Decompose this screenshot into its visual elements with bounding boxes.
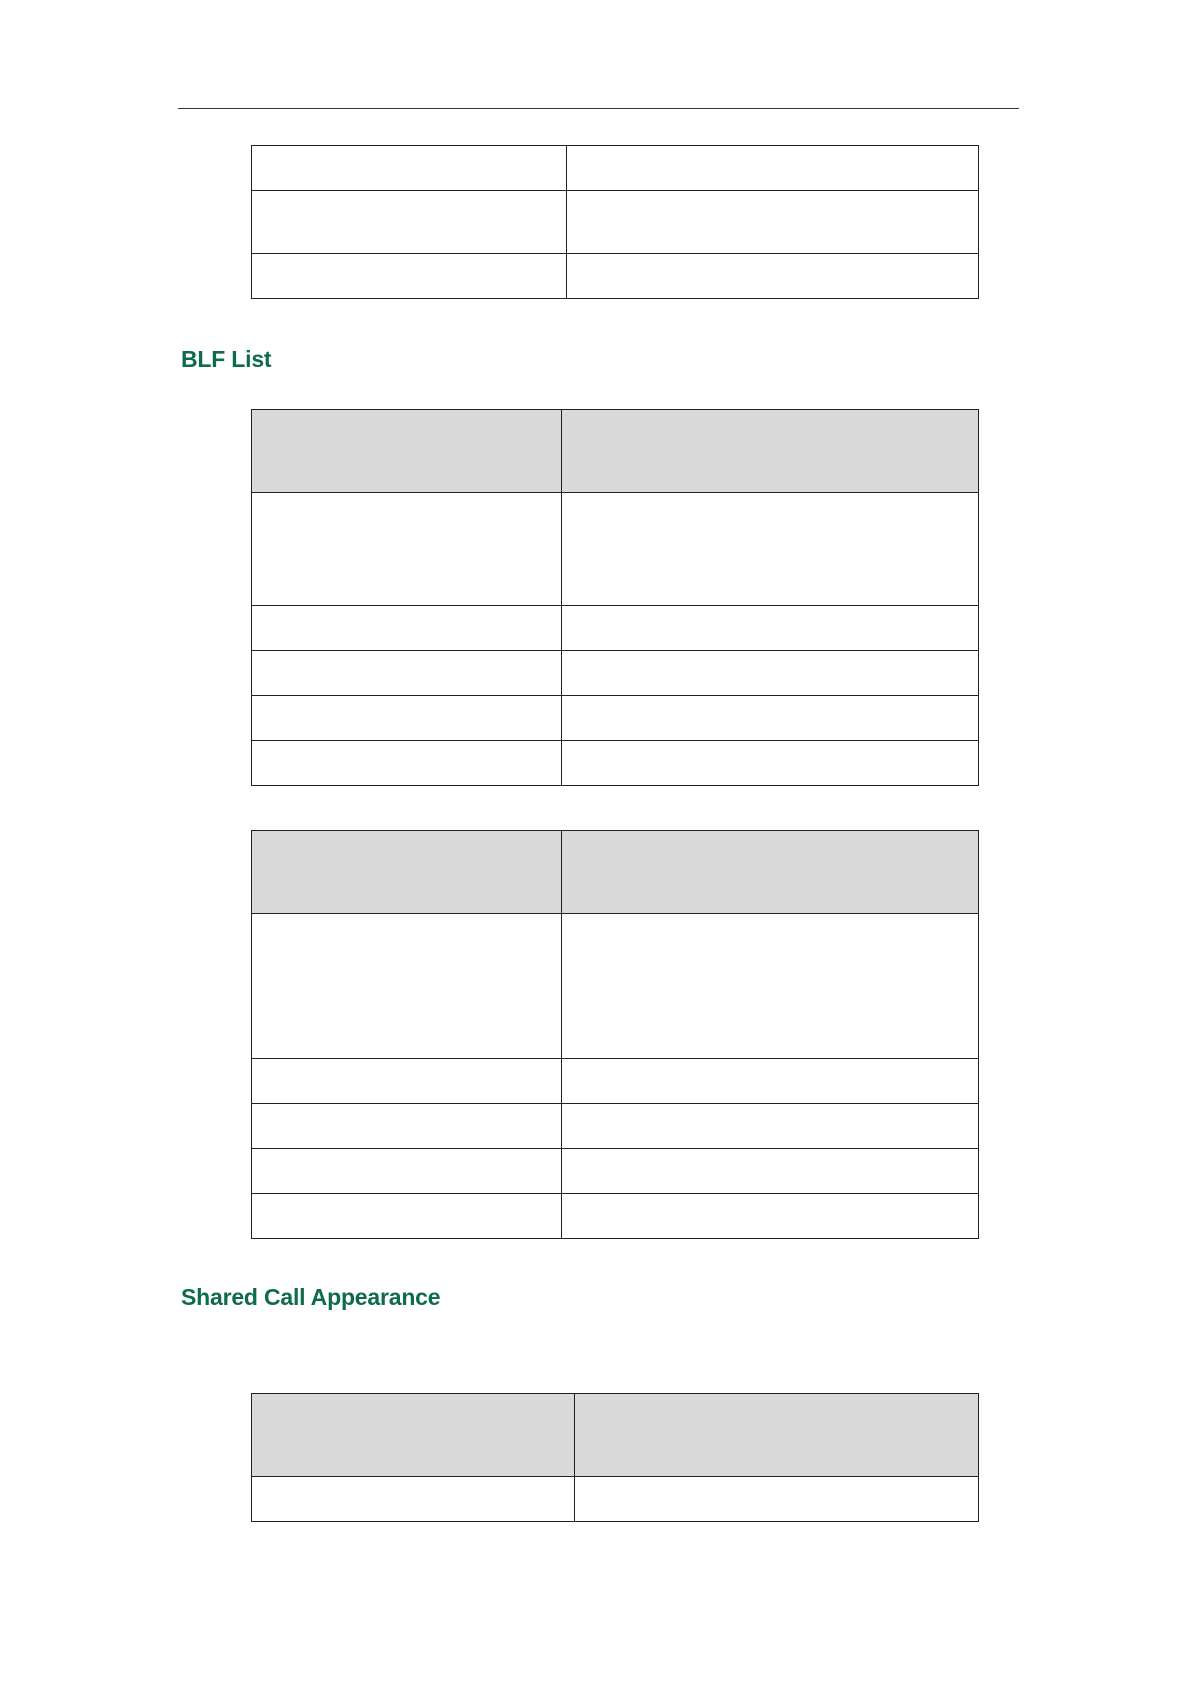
table-row bbox=[252, 1149, 979, 1194]
table-cell bbox=[567, 191, 979, 254]
table-cell bbox=[567, 254, 979, 299]
table-header-row bbox=[252, 1394, 979, 1477]
table-cell bbox=[562, 606, 979, 651]
table-row bbox=[252, 493, 979, 606]
table-row bbox=[252, 146, 979, 191]
table-cell bbox=[562, 696, 979, 741]
table-header-cell bbox=[252, 831, 562, 914]
section-heading-shared-call-appearance: Shared Call Appearance bbox=[181, 1284, 441, 1310]
table-cell bbox=[562, 1104, 979, 1149]
table-cell bbox=[252, 741, 562, 786]
table-row bbox=[252, 914, 979, 1059]
table-cell bbox=[575, 1477, 979, 1522]
table-cell bbox=[252, 1104, 562, 1149]
section-heading-blf-list: BLF List bbox=[181, 346, 272, 372]
table-cell bbox=[562, 914, 979, 1059]
table-header-row bbox=[252, 410, 979, 493]
table-header-row bbox=[252, 831, 979, 914]
table-cell bbox=[562, 493, 979, 606]
table-row bbox=[252, 1194, 979, 1239]
table-cell bbox=[252, 1059, 562, 1104]
table-cell bbox=[562, 651, 979, 696]
blf-table-1 bbox=[251, 409, 979, 786]
blf-table-2 bbox=[251, 830, 979, 1239]
table-cell bbox=[562, 1149, 979, 1194]
table-cell bbox=[252, 696, 562, 741]
table-header-cell bbox=[562, 410, 979, 493]
sca-table bbox=[251, 1393, 979, 1522]
table-cell bbox=[252, 1194, 562, 1239]
table-row bbox=[252, 254, 979, 299]
table-cell bbox=[252, 914, 562, 1059]
table-row bbox=[252, 1477, 979, 1522]
table-header-cell bbox=[562, 831, 979, 914]
table-row bbox=[252, 741, 979, 786]
top-table bbox=[251, 145, 979, 299]
table-header-cell bbox=[252, 410, 562, 493]
table-row bbox=[252, 696, 979, 741]
table-cell bbox=[562, 1059, 979, 1104]
table-header-cell bbox=[252, 1394, 575, 1477]
table-cell bbox=[252, 651, 562, 696]
table-cell bbox=[252, 146, 567, 191]
table-cell bbox=[252, 191, 567, 254]
table-cell bbox=[252, 1149, 562, 1194]
table-row bbox=[252, 1059, 979, 1104]
table-row bbox=[252, 651, 979, 696]
table-row bbox=[252, 606, 979, 651]
table-cell bbox=[252, 1477, 575, 1522]
table-header-cell bbox=[575, 1394, 979, 1477]
table-row bbox=[252, 191, 979, 254]
table-cell bbox=[252, 606, 562, 651]
table-cell bbox=[252, 493, 562, 606]
table-cell bbox=[562, 1194, 979, 1239]
table-cell bbox=[567, 146, 979, 191]
table-cell bbox=[252, 254, 567, 299]
table-row bbox=[252, 1104, 979, 1149]
header-rule bbox=[178, 108, 1019, 109]
table-cell bbox=[562, 741, 979, 786]
